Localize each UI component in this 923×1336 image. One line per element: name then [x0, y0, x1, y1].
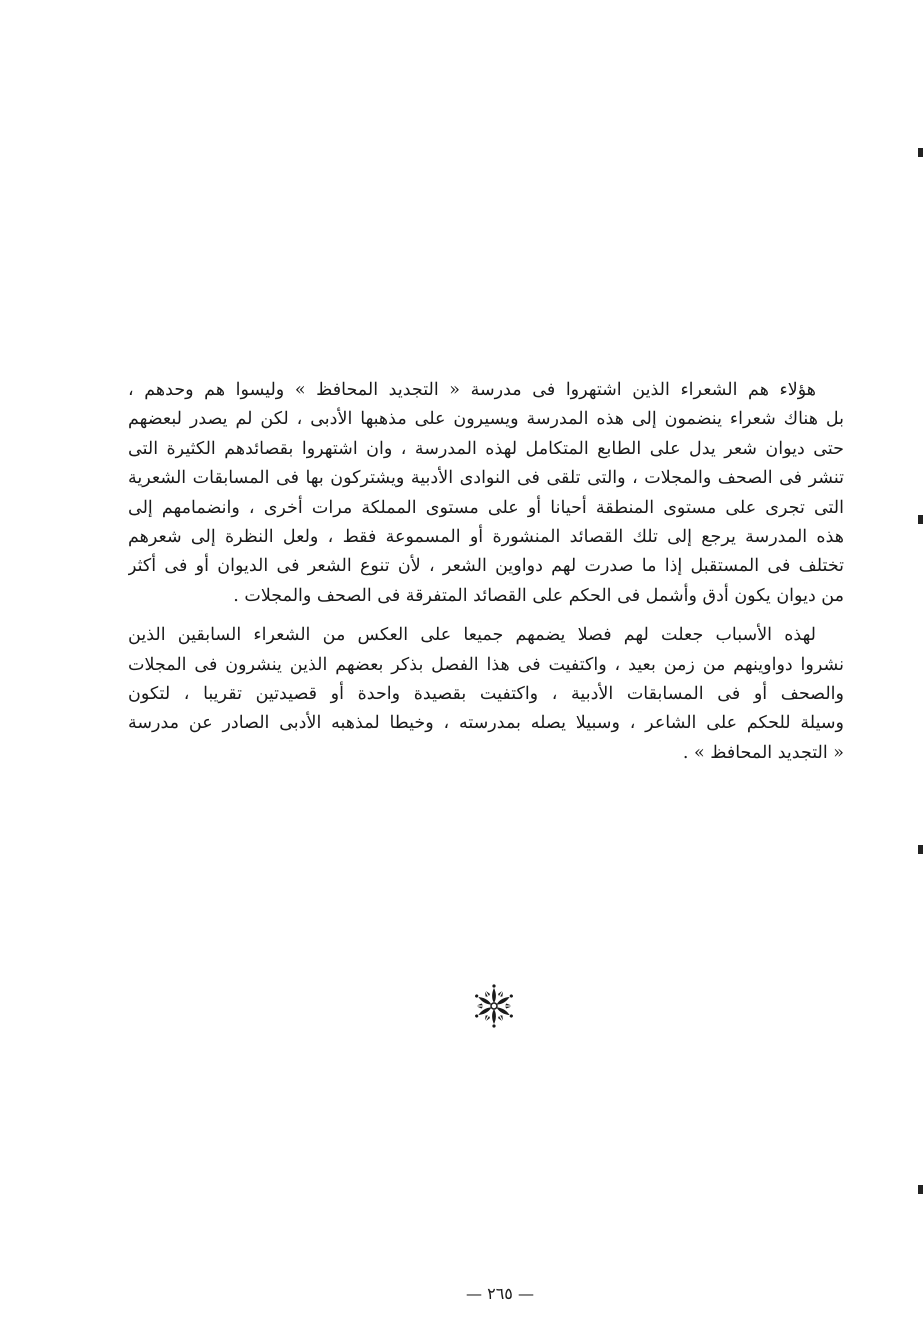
body-text	[128, 376, 844, 768]
text-line: وسيلة للحكم على الشاعر ، وسبيلا يصله بمدرسته ، وخيطا لمذهبه الأدبى الصادر عن مدرسة	[128, 713, 844, 734]
text-line: تنشر فى الصحف والمجلات ، والتى تلقى فى النوادى الأدبية ويشتركون بها فى المسابقات الشعرية	[128, 468, 844, 489]
text-line: من ديوان يكون أدق وأشمل فى الحكم على القصائد المتفرقة فى الصحف والمجلات .	[233, 585, 844, 606]
paragraph	[128, 376, 844, 611]
paragraph	[128, 621, 844, 768]
text-line: والصحف أو فى المسابقات الأدبية ، واكتفيت بقصيدة واحدة أو قصيدتين تقريبا ، لتكون	[128, 683, 844, 704]
text-line: هؤلاء هم الشعراء الذين اشتهروا فى مدرسة « التجديد المحافظ » وليسوا هم وحدهم ،	[128, 380, 816, 400]
text-line: تختلف فى المستقبل إذا ما صدرت لهم دواوين الشعر ، لأن تنوع الشعر فى الديوان أو فى أكثر	[128, 556, 844, 577]
text-line: التى تجرى على مستوى المنطقة أحيانا أو على مستوى المملكة مرات أخرى ، وانضمامهم إلى	[128, 497, 844, 518]
margin-mark	[918, 1185, 923, 1194]
text-line: لهذه الأسباب جعلت لهم فصلا يضمهم جميعا على العكس من الشعراء السابقين الذين	[128, 625, 816, 646]
page-number: — ٢٦٥ —	[466, 1284, 534, 1303]
text-line: نشروا دواوينهم من زمن بعيد ، واكتفيت فى هذا الفصل بذكر بعضهم الذين ينشرون فى المجلات	[128, 654, 844, 675]
margin-mark	[918, 845, 923, 854]
text-line: هذه المدرسة يرجع إلى تلك القصائد المنشورة أو المسموعة فقط ، ولعل النظرة إلى شعرهم	[128, 526, 844, 547]
text-line: بل هناك شعراء ينضمون إلى هذه المدرسة ويسيرون على مذهبها الأدبى ، لكن لم يصدر لبعضهم	[128, 409, 844, 430]
floral-ornament-icon	[471, 983, 517, 1029]
text-line: « التجديد المحافظ » .	[682, 742, 844, 763]
margin-mark	[918, 148, 923, 157]
text-line: حتى ديوان شعر يدل على الطابع المتكامل لهذه المدرسة ، وان اشتهروا بقصائدهم الكثيرة التى	[128, 438, 844, 459]
margin-mark	[918, 515, 923, 524]
